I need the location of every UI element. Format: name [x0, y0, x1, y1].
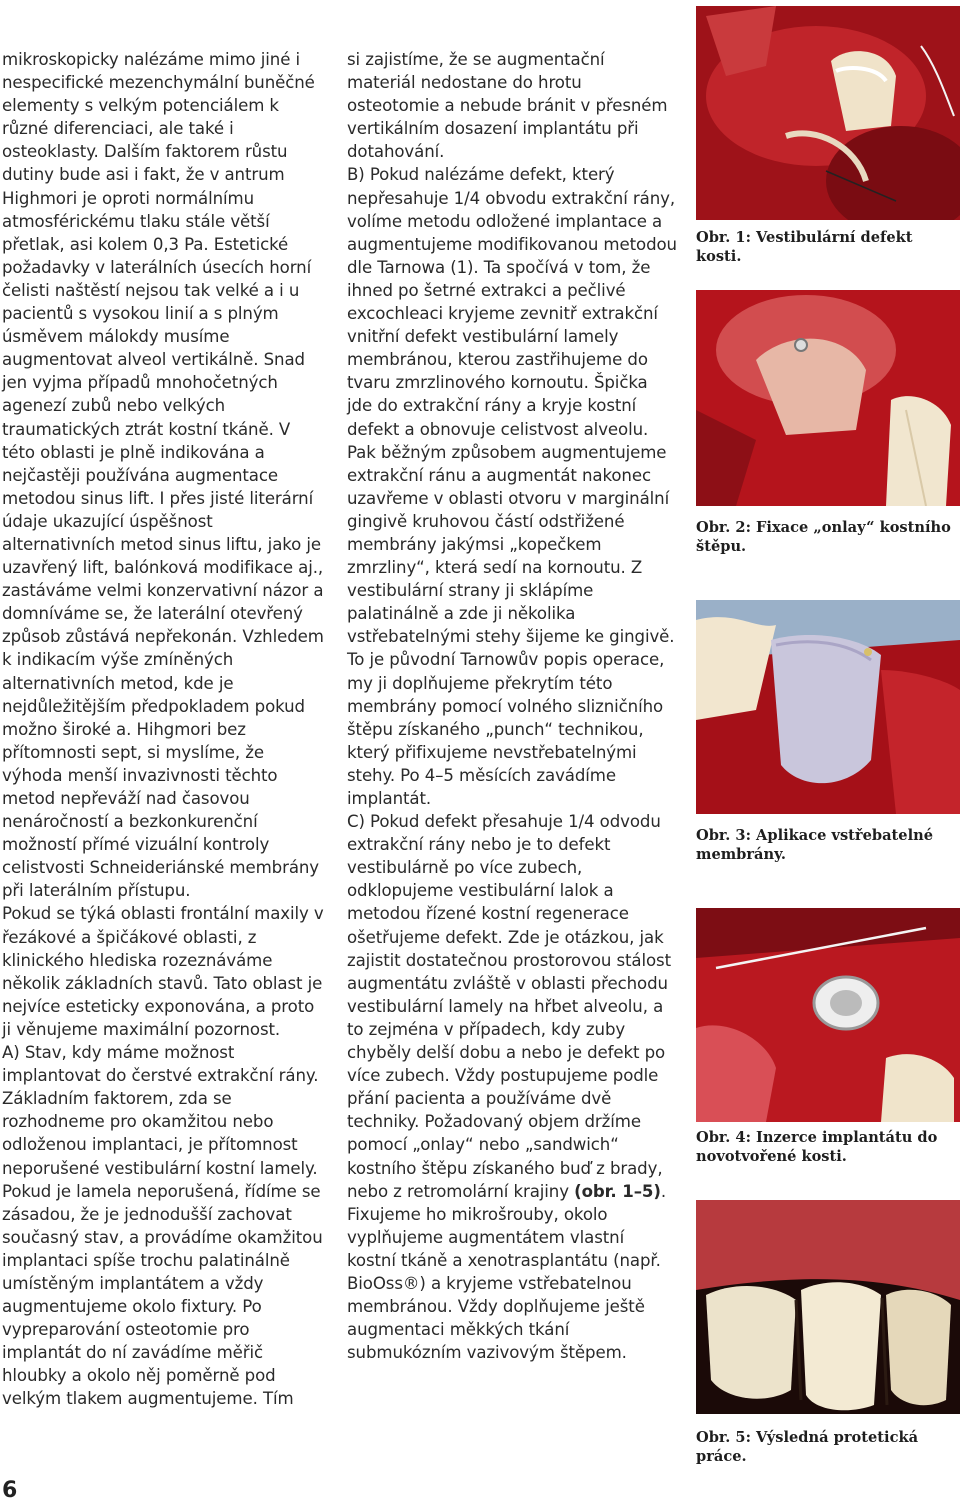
text-column-middle: [347, 48, 677, 1364]
paragraph: Pokud se týká oblasti frontální maxily v řezákové a špičákové oblasti, z klinického hlediska rozeznáváme několik základních stavů. Tato oblast je nejvíce esteticky exponována, a proto ji věnujeme maximální pozornost.: [2, 904, 324, 1039]
paragraph: [2, 1041, 324, 1411]
figure-2-photo: [696, 290, 960, 506]
paragraph-text: . Fixujeme ho mikrošrouby, okolo vyplňujeme augmentátem vlastní kostní tkáně a xenotrasplantátu (např. BioOss®) a kryjeme vstřebatelnou membránou. Vždy doplňujeme ještě augmentaci měkkých tkání submukózním vazivovým štěpem.: [347, 1181, 667, 1363]
page-number: 6: [2, 1478, 18, 1503]
figure-5-caption: Obr. 5: Výsledná protetická práce.: [696, 1429, 919, 1465]
figure-5-photo: [696, 1200, 960, 1414]
figure-3-photo: [696, 600, 960, 814]
figure-4-photo: [696, 908, 960, 1122]
paragraph: si zajistíme, že se augmentační materiál nedostane do hrotu osteotomie a nebude bránit v přesném vertikálním dosazení implantátu při dotahování.: [347, 50, 668, 162]
paragraph: [347, 163, 677, 810]
text-column-left: [2, 48, 324, 1411]
paragraph-text: Pokud nalézáme defekt, který nepřesahuje 1/4 obvodu extrakční rány, volíme metodu odložené implantace a augmentujeme modifikovanou metodou dle Tarnowa (1). Ta spočívá v tom, že ihned po šetrné extrakci a pečlivé excochleaci kryjeme zevnitř extrakční vnitřní defekt vestibulární lamely membránou, kterou zastřihujeme do tvaru zmrzlinového kornoutu. Špička jde do extrakční rány a kryje kostní defekt a obnovuje celistvost alveolu. Pak běžným způsobem augmentujeme extrakční ránu a augmentát nakonec uzavřeme v oblasti otvoru v marginální gingivě kruhovou částí odstřižené membrány jakýmsi „kopečkem zmrzliny“, která sedí na kornoutu. Z vestibulární strany ji sklápíme palatinálně a zde ji několika vstřebatelnými stehy šijeme ke gingivě. To je původní Tarnowův popis operace, my ji doplňujeme překrytím této membrány pomocí volného slizničního štěpu získaného „punch“ technikou, který přifixujeme nevstřebatelnými stehy. Po 4–5 měsících zavádíme implantát.: [347, 165, 677, 808]
paragraph: [347, 810, 677, 1364]
figure-1-photo: [696, 6, 960, 220]
paragraph-text: Stav, kdy máme možnost implantovat do čerstvé extrakční rány. Základním faktorem, zda se rozhodneme pro okamžitou nebo odloženou implantaci, je přítomnost neporušené vestibulární kostní lamely. Pokud je lamela neporušená, řídíme se zásadou, že je jednodušší zachovat současný stav, a provádíme okamžitou implantaci spíše trochu palatinálně umístěným implantátem a vždy augmentujeme okolo fixtury. Po vypreparování osteotomie pro implantát do ní zavádíme měřič hloubky a okolo něj poměrně pod velkým tlakem augmentujeme. Tím: [2, 1043, 323, 1409]
section-marker: B): [347, 165, 365, 185]
section-marker: C): [347, 812, 365, 832]
paragraph: mikroskopicky nalézáme mimo jiné i nespecifické mezenchymální buněčné elementy s velkým potenciálem k různé diferenciaci, ale také i osteoklasty. Dalším faktorem růstu dutiny bude asi i fakt, že v antrum Highmori je oproti normálnímu atmosférickému tlaku stále větší přetlak, asi kolem 0,3 Pa. Estetické požadavky v laterálních úsecích horní čelisti naštěstí nejsou tak velké a i u pacientů s vysokou linií a s plným úsměvem málokdy musíme augmentovat alveol vertikálně. Snad jen vyjma případů mnohočetných agenezí zubů nebo velkých traumatických ztrát kostní tkáně. V této oblasti je plně indikována a nejčastěji používána augmentace metodou sinus lift. I přes jisté literární údaje ukazující úspěšnost alternativních metod sinus liftu, jako je uzavřený lift, balónková modifikace aj., zastáváme velmi konzervativní názor a domníváme se, že laterální otevřený způsob zůstává nepřekonán. Vzhledem k indikacím výše zmíněných alternativních metod, kde je nejdůležitějším předpokladem pokud možno široké a. Hihgmori bez přítomnosti sept, si myslíme, že výhoda menší invazivnosti těchto metod nepřeváží nad časovou nenáročností a bezkonkurenční možností přímé vizuální kontroly celistvosti Schneideriánské membrány při laterálním přístupu.: [2, 50, 324, 901]
figure-reference: (obr. 1–5): [574, 1181, 661, 1201]
section-marker: A): [2, 1043, 20, 1063]
figure-3-caption: Obr. 3: Aplikace vstřebatelné membrány.: [696, 827, 934, 863]
figure-2-caption: Obr. 2: Fixace „onlay“ kostního štěpu.: [696, 519, 951, 555]
paragraph-text: Pokud defekt přesahuje 1/4 odvodu extrakční rány nebo je to defekt vestibulárně po více zubech, odklopujeme vestibulární lalok a metodou řízené kostní regenerace ošetřujeme defekt. Zde je otázkou, jak zajistit dostatečnou prostorovou stálost augmentátu zvláště v oblasti přechodu vestibulární lamely na hřbet alveolu, a to zejména v případech, kdy zuby chyběly delší dobu a nebo je defekt po více zubech. Vždy postupujeme podle přání pacienta a používáme dvě techniky. Požadovaný objem držíme pomocí „onlay“ nebo „sandwich“ kostního štěpu získaného buď z brady, nebo z retromolární krajiny: [347, 812, 672, 1201]
figure-1-caption: Obr. 1: Vestibulární defekt kosti.: [696, 229, 913, 265]
figure-4-caption: Obr. 4: Inzerce implantátu do novotvořené kosti.: [696, 1129, 938, 1165]
